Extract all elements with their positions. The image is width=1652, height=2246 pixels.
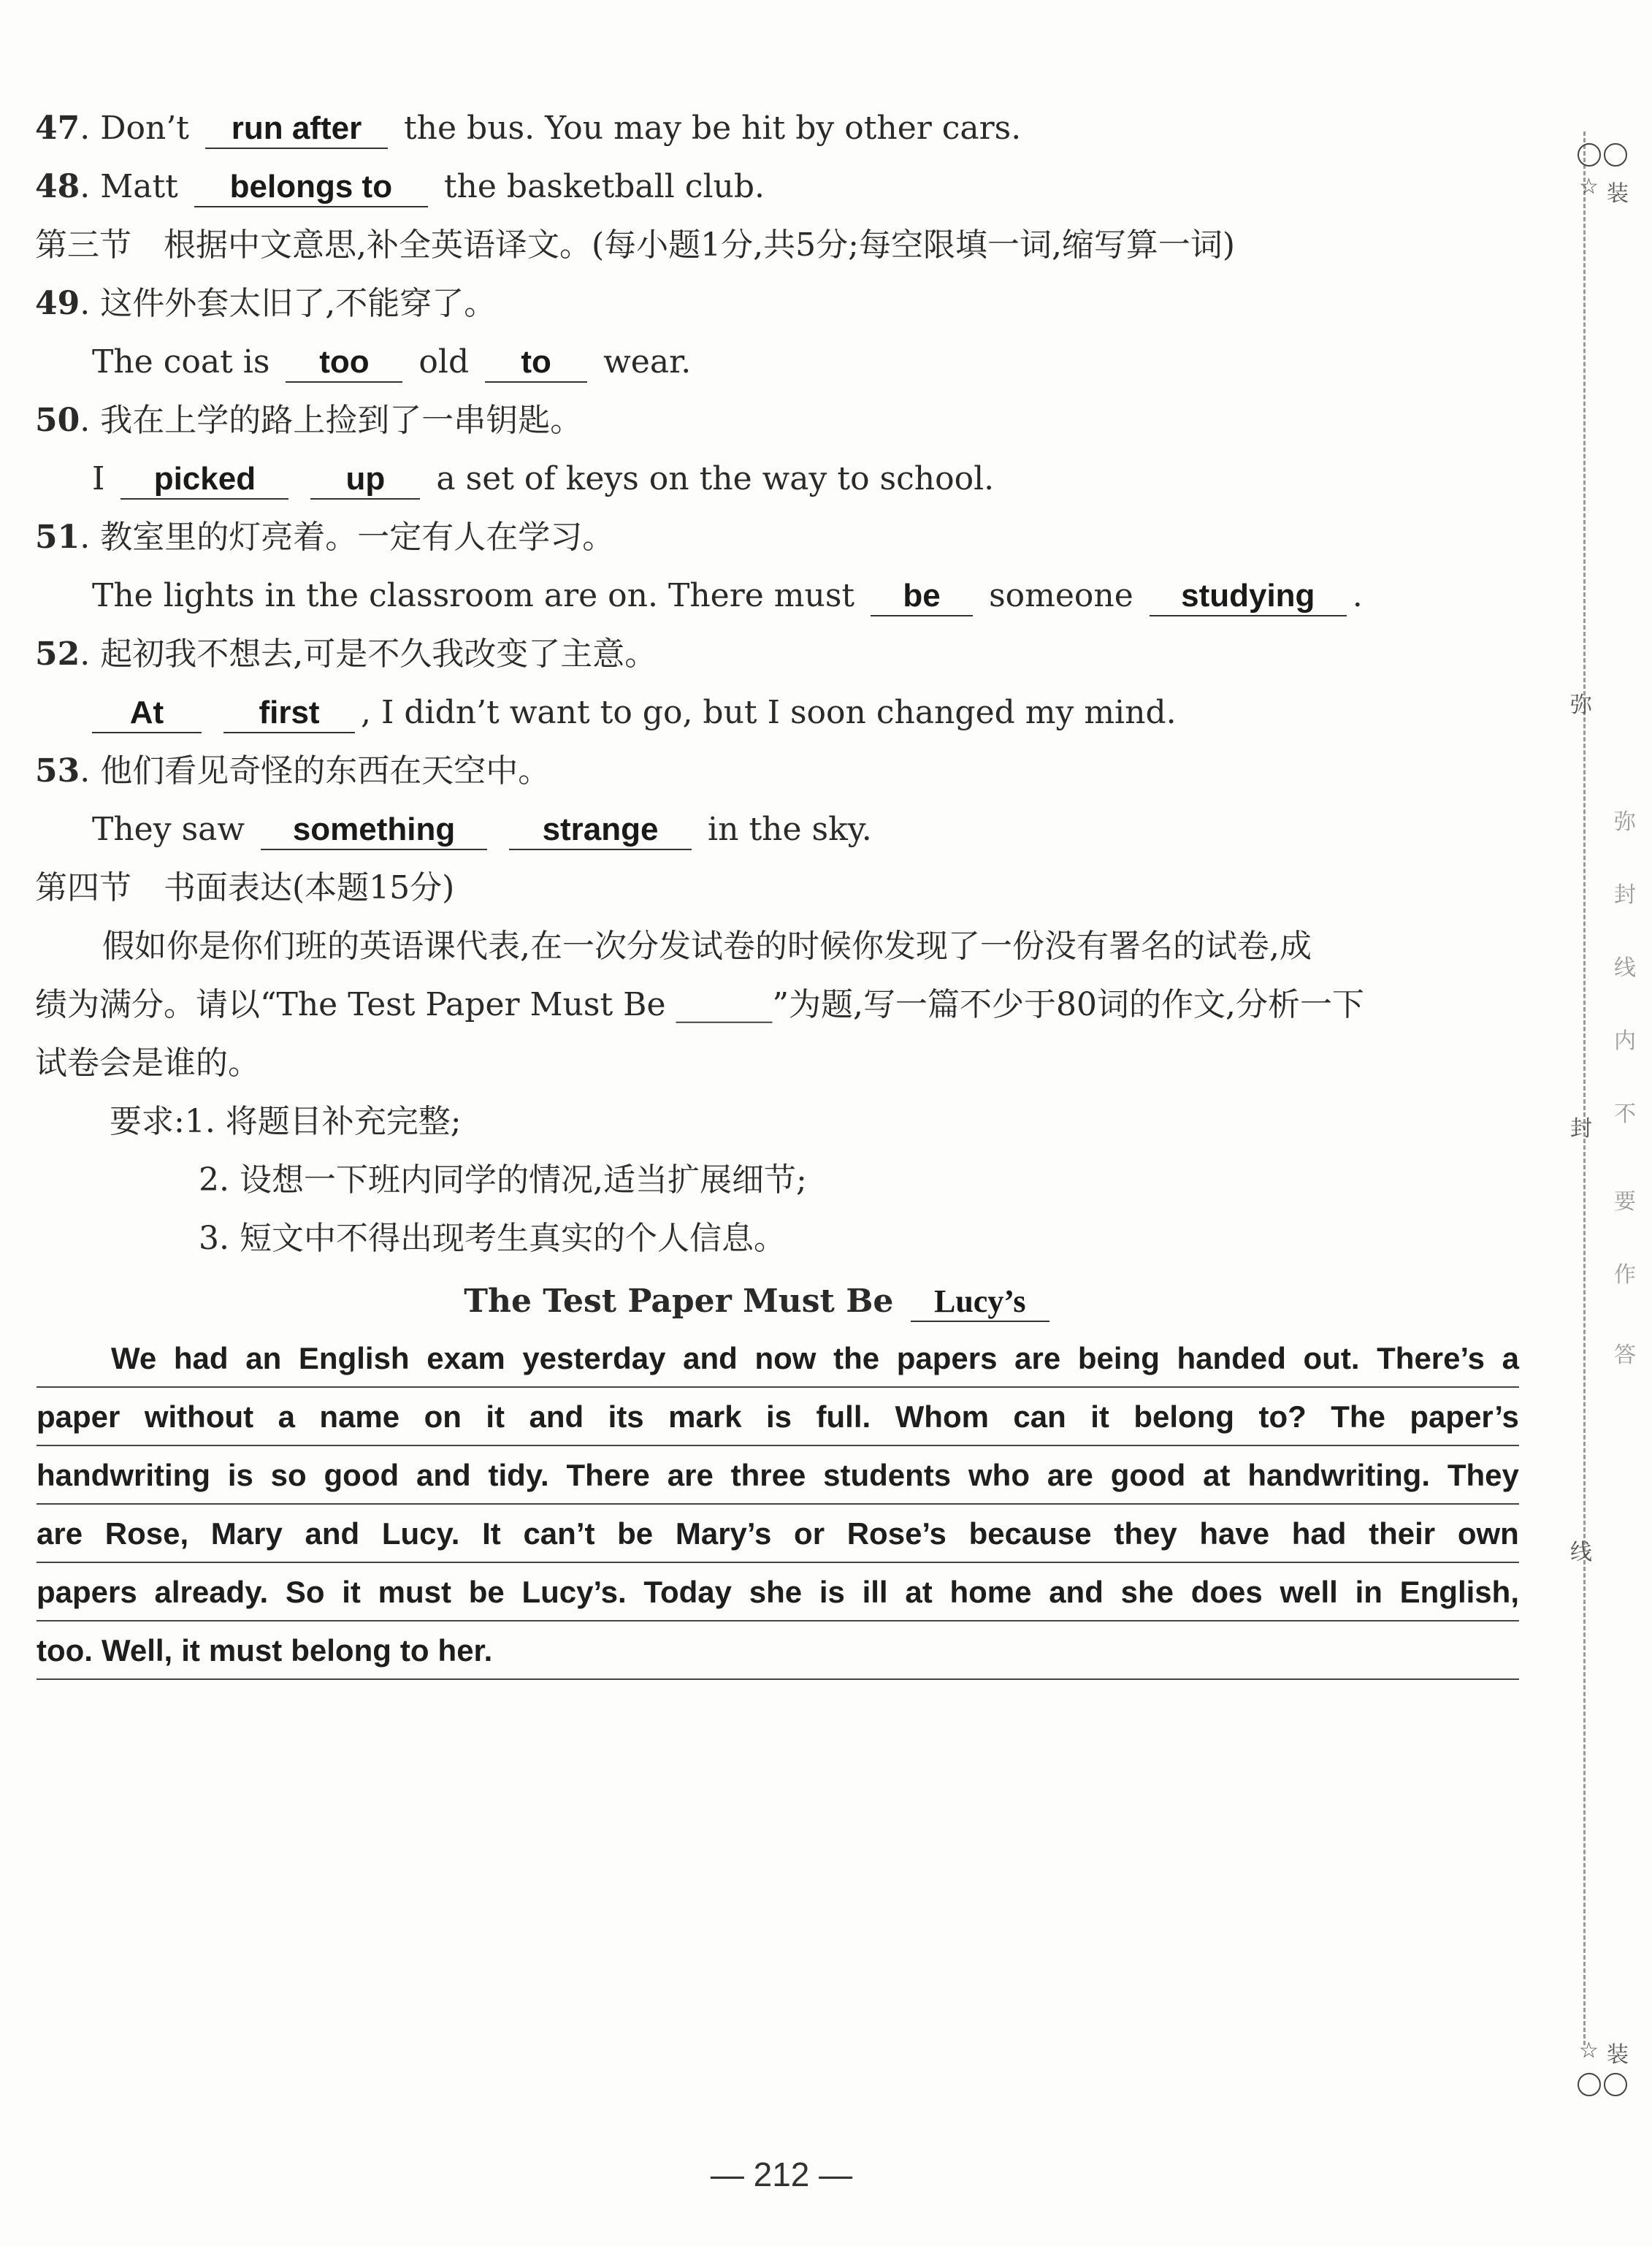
essay-word: she [1120, 1575, 1174, 1609]
essay-word: So [285, 1575, 325, 1609]
binding-faint-char: 不 [1614, 1101, 1636, 1127]
answer-blank: belongs to [194, 168, 428, 207]
essay-word: full. [816, 1399, 871, 1434]
essay-word: well [1280, 1575, 1338, 1609]
essay-word: Whom [895, 1399, 989, 1434]
answer-blank: be [871, 577, 973, 616]
chinese-sentence: . 这件外套太旧了,不能穿了。 [80, 285, 497, 322]
essay-word: tidy. [488, 1458, 549, 1492]
essay-word: papers [896, 1341, 998, 1375]
chinese-sentence: . 他们看见奇怪的东西在天空中。 [80, 752, 551, 790]
page-number: — 212 — [710, 2155, 853, 2193]
essay-word: and [683, 1341, 738, 1375]
english-text: old [418, 343, 470, 381]
binding-circle-icon [1604, 2073, 1627, 2096]
essay-word: There’s [1377, 1341, 1485, 1375]
essay-word: its [608, 1399, 644, 1434]
essay-word: Lucy’s. [521, 1575, 627, 1609]
essay-word: out. [1303, 1341, 1360, 1375]
essay-word: it [181, 1633, 200, 1668]
question-text: the bus. You may be hit by other cars. [403, 110, 1022, 147]
requirement-3: 3. 短文中不得出现考生真实的个人信息。 [199, 1220, 786, 1257]
essay-word: home [949, 1575, 1032, 1609]
essay-word: had [1291, 1516, 1347, 1551]
essay-word: and [1049, 1575, 1104, 1609]
binding-faint-char: 要 [1614, 1189, 1636, 1215]
question-text: . Matt [80, 168, 178, 205]
essay-word: because [968, 1516, 1092, 1551]
answer-blank: first [223, 694, 355, 733]
essay-word: too. [37, 1633, 93, 1668]
essay-word: in [1355, 1575, 1383, 1609]
answer-blank: to [485, 343, 587, 383]
essay-word: can [1013, 1399, 1066, 1434]
question-text: the basketball club. [443, 168, 765, 205]
essay-title [0, 1280, 1519, 1323]
essay-word: Lucy. [381, 1516, 460, 1551]
essay-word: who [968, 1458, 1030, 1492]
chinese-sentence: . 起初我不想去,可是不久我改变了主意。 [80, 635, 657, 673]
essay-word: handwriting. [1247, 1458, 1430, 1492]
binding-char: 弥 [1570, 692, 1592, 718]
binding-faint-char: 作 [1614, 1262, 1636, 1288]
binding-faint-char: 封 [1614, 882, 1636, 908]
essay-word: the [833, 1341, 880, 1375]
essay-title-blank: Lucy’s [911, 1283, 1049, 1322]
question-52-chinese [35, 633, 657, 676]
essay-word: are [667, 1458, 714, 1492]
essay-word: handed [1177, 1341, 1286, 1375]
essay-word: three [730, 1458, 806, 1492]
essay-word: It [482, 1516, 501, 1551]
essay-word: already. [154, 1575, 269, 1609]
essay-word: There [566, 1458, 650, 1492]
essay-word: does [1190, 1575, 1263, 1609]
essay-word: be [617, 1516, 654, 1551]
section-4-heading: 第四节 书面表达(本题15分) [35, 869, 455, 906]
essay-line [37, 1388, 1519, 1446]
essay-word: paper [37, 1399, 121, 1434]
essay-word: We [111, 1341, 157, 1375]
essay-word: belong [1133, 1399, 1235, 1434]
answer-blank: picked [121, 460, 288, 500]
answer-blank: strange [509, 811, 692, 850]
question-47 [35, 107, 1021, 150]
requirement-2: 2. 设想一下班内同学的情况,适当扩展细节; [199, 1161, 807, 1199]
essay-word: it [342, 1575, 361, 1609]
essay-line [37, 1622, 1519, 1680]
binding-faint-char: 内 [1614, 1028, 1636, 1054]
english-text: . [1352, 577, 1363, 614]
english-text: a set of keys on the way to school. [436, 460, 995, 497]
question-49-english [92, 340, 691, 384]
question-50-english [92, 457, 994, 501]
essay-word: mark [668, 1399, 742, 1434]
essay-line [37, 1505, 1519, 1563]
binding-faint-char: 答 [1614, 1342, 1636, 1368]
answer-blank: At [92, 694, 202, 733]
binding-char: 封 [1570, 1116, 1592, 1142]
essay-word: Today [643, 1575, 732, 1609]
essay-word: to? [1258, 1399, 1307, 1434]
essay-word: on [424, 1399, 462, 1434]
essay-word: their [1369, 1516, 1436, 1551]
essay-word: she [749, 1575, 803, 1609]
essay-word: paper’s [1410, 1399, 1519, 1434]
binding-circle-icon [1578, 2073, 1601, 2096]
question-number: 49 [35, 285, 80, 322]
english-text: , I didn’t want to go, but I soon changed my mind. [361, 694, 1177, 731]
binding-line [1583, 131, 1587, 2045]
essay-word: Mary [210, 1516, 283, 1551]
prompt-line: 假如你是你们班的英语课代表,在一次分发试卷的时候你发现了一份没有署名的试卷,成 [102, 928, 1312, 965]
essay-word: they [1114, 1516, 1177, 1551]
english-text: The lights in the classroom are on. There must [92, 577, 855, 614]
essay-word: is [227, 1458, 253, 1492]
question-51-english [92, 574, 1363, 618]
essay-word: Rose, [104, 1516, 189, 1551]
essay-word: ill [862, 1575, 888, 1609]
essay-word: it [1090, 1399, 1109, 1434]
essay-word: is [819, 1575, 845, 1609]
english-text: They saw [92, 811, 245, 848]
requirement-1: 要求:1. 将题目补充完整; [110, 1103, 462, 1140]
essay-word: English, [1399, 1575, 1519, 1609]
essay-word: and [529, 1399, 584, 1434]
essay-word: are [1047, 1458, 1093, 1492]
star-icon: ☆ [1579, 2038, 1599, 2063]
binding-circle-icon [1578, 143, 1601, 167]
essay-word: her. [437, 1633, 493, 1668]
essay-word: good [1110, 1458, 1186, 1492]
binding-char: 线 [1570, 1540, 1592, 1565]
binding-faint-char: 线 [1614, 955, 1636, 981]
essay-word: can’t [523, 1516, 595, 1551]
essay-word: yesterday [522, 1341, 666, 1375]
binding-char: 装 [1607, 2042, 1629, 2068]
question-50-chinese [35, 399, 582, 443]
question-number: 48 [35, 168, 80, 205]
question-text: . Don’t [80, 110, 189, 147]
prompt-line: 绩为满分。请以“The Test Paper Must Be ______”为题,写一篇不少于80词的作文,分析一下 [35, 986, 1364, 1023]
essay-word: a [278, 1399, 295, 1434]
question-number: 51 [35, 519, 80, 556]
essay-body [37, 1329, 1519, 1680]
essay-word: They [1447, 1458, 1519, 1492]
essay-word: English [298, 1341, 410, 1375]
question-number: 53 [35, 752, 80, 790]
essay-word: are [1014, 1341, 1061, 1375]
essay-line [37, 1563, 1519, 1622]
question-number: 50 [35, 402, 80, 439]
essay-word: good [324, 1458, 399, 1492]
essay-word: must [378, 1575, 452, 1609]
essay-word: or [794, 1516, 825, 1551]
essay-word: name [319, 1399, 400, 1434]
essay-word: it [486, 1399, 505, 1434]
answer-blank: up [310, 460, 420, 500]
english-text: in the sky. [708, 811, 872, 848]
essay-word: Mary’s [675, 1516, 772, 1551]
binding-faint-char: 弥 [1614, 809, 1636, 835]
binding-char: 装 [1607, 181, 1629, 207]
question-53-english [92, 808, 872, 852]
essay-word: own [1457, 1516, 1519, 1551]
star-icon: ☆ [1579, 174, 1599, 199]
essay-word: must [208, 1633, 283, 1668]
answer-blank: too [286, 343, 402, 383]
essay-word: and [416, 1458, 471, 1492]
answer-blank: run after [205, 110, 388, 149]
essay-word: students [823, 1458, 952, 1492]
section-3-heading: 第三节 根据中文意思,补全英语译文。(每小题1分,共5分;每空限填一词,缩写算一词) [35, 226, 1236, 264]
question-51-chinese [35, 516, 614, 559]
question-number: 52 [35, 635, 80, 673]
essay-word: so [270, 1458, 307, 1492]
essay-word: exam [427, 1341, 505, 1375]
chinese-sentence: . 教室里的灯亮着。一定有人在学习。 [80, 519, 615, 556]
essay-word: a [1502, 1341, 1519, 1375]
question-49-chinese [35, 282, 496, 326]
essay-word: be [468, 1575, 505, 1609]
english-text: I [92, 460, 105, 497]
english-text: wear. [603, 343, 692, 381]
answer-blank: studying [1150, 577, 1347, 616]
essay-word: at [1203, 1458, 1231, 1492]
essay-word: and [305, 1516, 360, 1551]
essay-word: had [173, 1341, 229, 1375]
essay-word: Rose’s [846, 1516, 947, 1551]
english-text: The coat is [92, 343, 270, 381]
chinese-sentence: . 我在上学的路上捡到了一串钥匙。 [80, 402, 583, 439]
question-48 [35, 165, 765, 209]
essay-word: are [37, 1516, 83, 1551]
question-53-chinese [35, 749, 550, 793]
answer-blank: something [261, 811, 487, 850]
essay-word: being [1077, 1341, 1160, 1375]
essay-word: to [399, 1633, 429, 1668]
binding-circle-icon [1604, 143, 1627, 167]
essay-word: Well, [101, 1633, 173, 1668]
essay-word: now [754, 1341, 817, 1375]
question-52-english [92, 691, 1177, 735]
essay-word: without [144, 1399, 254, 1434]
essay-word: an [245, 1341, 282, 1375]
essay-word: belong [291, 1633, 391, 1668]
essay-word: The [1331, 1399, 1385, 1434]
essay-line [37, 1446, 1519, 1505]
essay-word: is [766, 1399, 792, 1434]
essay-title-text: The Test Paper Must Be [464, 1283, 894, 1320]
essay-word: papers [37, 1575, 137, 1609]
essay-word: handwriting [37, 1458, 210, 1492]
prompt-line: 试卷会是谁的。 [35, 1044, 260, 1082]
essay-word: at [905, 1575, 933, 1609]
essay-word: have [1199, 1516, 1270, 1551]
english-text: someone [989, 577, 1133, 614]
question-number: 47 [35, 110, 80, 147]
essay-line [37, 1329, 1519, 1388]
